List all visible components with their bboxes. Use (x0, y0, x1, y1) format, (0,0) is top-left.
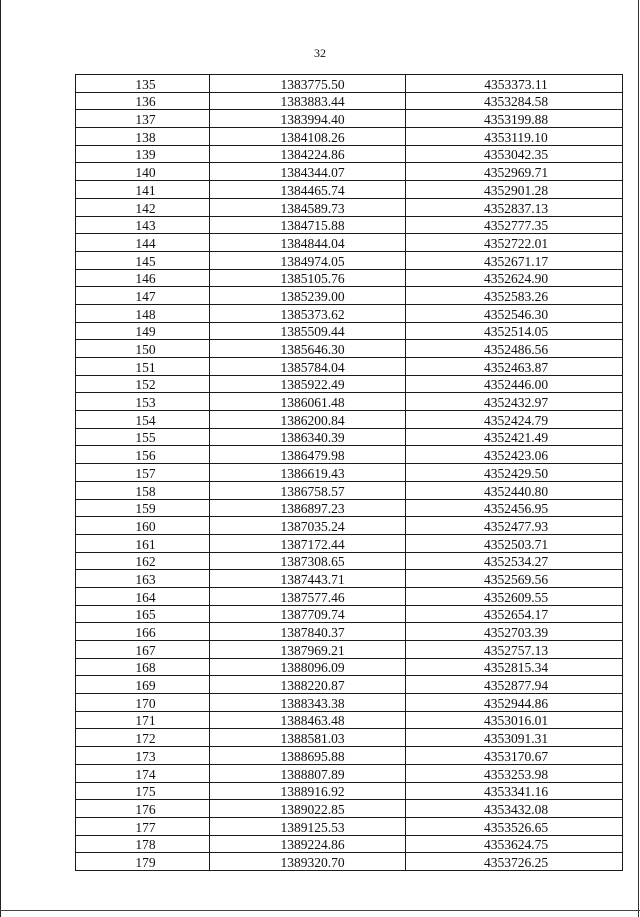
y-coordinate-cell: 4352837.13 (406, 198, 623, 216)
scan-edge-bottom (0, 910, 640, 911)
y-coordinate-cell: 4353284.58 (406, 92, 623, 110)
point-number-cell: 174 (76, 764, 210, 782)
y-coordinate-cell: 4353341.16 (406, 782, 623, 800)
x-coordinate-cell: 1387840.37 (210, 623, 406, 641)
y-coordinate-cell: 4352477.93 (406, 517, 623, 535)
point-number-cell: 161 (76, 534, 210, 552)
table-row (76, 481, 623, 499)
y-coordinate-cell: 4352569.56 (406, 570, 623, 588)
x-coordinate-cell: 1385646.30 (210, 340, 406, 358)
table-row (76, 499, 623, 517)
x-coordinate-cell: 1388463.48 (210, 711, 406, 729)
point-number-cell: 147 (76, 287, 210, 305)
y-coordinate-cell: 4352757.13 (406, 641, 623, 659)
point-number-cell: 148 (76, 304, 210, 322)
x-coordinate-cell: 1388695.88 (210, 747, 406, 765)
point-number-cell: 139 (76, 145, 210, 163)
y-coordinate-cell: 4352440.80 (406, 481, 623, 499)
point-number-cell: 138 (76, 128, 210, 146)
scan-edge-left (0, 0, 1, 917)
point-number-cell: 141 (76, 181, 210, 199)
x-coordinate-cell: 1387035.24 (210, 517, 406, 535)
table-row (76, 216, 623, 234)
x-coordinate-cell: 1386897.23 (210, 499, 406, 517)
table-row (76, 711, 623, 729)
point-number-cell: 176 (76, 800, 210, 818)
x-coordinate-cell: 1386200.84 (210, 411, 406, 429)
x-coordinate-cell: 1386479.98 (210, 446, 406, 464)
y-coordinate-cell: 4353042.35 (406, 145, 623, 163)
point-number-cell: 167 (76, 641, 210, 659)
point-number-cell: 149 (76, 322, 210, 340)
table-row (76, 446, 623, 464)
x-coordinate-cell: 1389224.86 (210, 835, 406, 853)
y-coordinate-cell: 4352421.49 (406, 428, 623, 446)
table-row (76, 517, 623, 535)
table-row (76, 411, 623, 429)
y-coordinate-cell: 4353016.01 (406, 711, 623, 729)
x-coordinate-cell: 1385239.00 (210, 287, 406, 305)
y-coordinate-cell: 4352446.00 (406, 375, 623, 393)
table-row (76, 428, 623, 446)
y-coordinate-cell: 4352654.17 (406, 605, 623, 623)
x-coordinate-cell: 1388916.92 (210, 782, 406, 800)
point-number-cell: 136 (76, 92, 210, 110)
table-row (76, 587, 623, 605)
x-coordinate-cell: 1387443.71 (210, 570, 406, 588)
point-number-cell: 175 (76, 782, 210, 800)
x-coordinate-cell: 1388581.03 (210, 729, 406, 747)
y-coordinate-cell: 4352624.90 (406, 269, 623, 287)
scan-edge-right (638, 0, 639, 917)
y-coordinate-cell: 4352424.79 (406, 411, 623, 429)
x-coordinate-cell: 1385922.49 (210, 375, 406, 393)
point-number-cell: 165 (76, 605, 210, 623)
table-row (76, 198, 623, 216)
point-number-cell: 170 (76, 694, 210, 712)
table-row (76, 163, 623, 181)
table-row (76, 181, 623, 199)
y-coordinate-cell: 4352877.94 (406, 676, 623, 694)
table-row (76, 340, 623, 358)
table-row (76, 358, 623, 376)
table-row (76, 269, 623, 287)
table-row (76, 287, 623, 305)
x-coordinate-cell: 1389320.70 (210, 853, 406, 871)
table-row (76, 641, 623, 659)
y-coordinate-cell: 4353432.08 (406, 800, 623, 818)
point-number-cell: 163 (76, 570, 210, 588)
point-number-cell: 158 (76, 481, 210, 499)
point-number-cell: 173 (76, 747, 210, 765)
table-row (76, 605, 623, 623)
point-number-cell: 164 (76, 587, 210, 605)
point-number-cell: 160 (76, 517, 210, 535)
table-row (76, 676, 623, 694)
x-coordinate-cell: 1384844.04 (210, 234, 406, 252)
point-number-cell: 151 (76, 358, 210, 376)
point-number-cell: 169 (76, 676, 210, 694)
table-row (76, 534, 623, 552)
table-row (76, 92, 623, 110)
y-coordinate-cell: 4352503.71 (406, 534, 623, 552)
x-coordinate-cell: 1389125.53 (210, 817, 406, 835)
y-coordinate-cell: 4353526.65 (406, 817, 623, 835)
y-coordinate-cell: 4352901.28 (406, 181, 623, 199)
y-coordinate-cell: 4352546.30 (406, 304, 623, 322)
point-number-cell: 171 (76, 711, 210, 729)
x-coordinate-cell: 1388096.09 (210, 658, 406, 676)
point-number-cell: 140 (76, 163, 210, 181)
point-number-cell: 135 (76, 75, 210, 93)
point-number-cell: 150 (76, 340, 210, 358)
point-number-cell: 144 (76, 234, 210, 252)
y-coordinate-cell: 4353624.75 (406, 835, 623, 853)
point-number-cell: 166 (76, 623, 210, 641)
x-coordinate-cell: 1386619.43 (210, 464, 406, 482)
x-coordinate-cell: 1388807.89 (210, 764, 406, 782)
y-coordinate-cell: 4352777.35 (406, 216, 623, 234)
point-number-cell: 145 (76, 251, 210, 269)
x-coordinate-cell: 1383883.44 (210, 92, 406, 110)
x-coordinate-cell: 1387172.44 (210, 534, 406, 552)
x-coordinate-cell: 1386061.48 (210, 393, 406, 411)
y-coordinate-cell: 4352969.71 (406, 163, 623, 181)
table-row (76, 128, 623, 146)
y-coordinate-cell: 4352514.05 (406, 322, 623, 340)
y-coordinate-cell: 4352486.56 (406, 340, 623, 358)
table-row (76, 304, 623, 322)
point-number-cell: 142 (76, 198, 210, 216)
coordinates-table (75, 74, 623, 871)
table-row (76, 835, 623, 853)
point-number-cell: 156 (76, 446, 210, 464)
point-number-cell: 143 (76, 216, 210, 234)
y-coordinate-cell: 4352703.39 (406, 623, 623, 641)
point-number-cell: 157 (76, 464, 210, 482)
point-number-cell: 168 (76, 658, 210, 676)
y-coordinate-cell: 4352722.01 (406, 234, 623, 252)
y-coordinate-cell: 4352944.86 (406, 694, 623, 712)
table-row (76, 570, 623, 588)
x-coordinate-cell: 1384108.26 (210, 128, 406, 146)
y-coordinate-cell: 4352671.17 (406, 251, 623, 269)
point-number-cell: 178 (76, 835, 210, 853)
table-row (76, 782, 623, 800)
x-coordinate-cell: 1384224.86 (210, 145, 406, 163)
table-row (76, 322, 623, 340)
y-coordinate-cell: 4352815.34 (406, 658, 623, 676)
table-row (76, 817, 623, 835)
y-coordinate-cell: 4353091.31 (406, 729, 623, 747)
x-coordinate-cell: 1383775.50 (210, 75, 406, 93)
y-coordinate-cell: 4353199.88 (406, 110, 623, 128)
table-row (76, 75, 623, 93)
x-coordinate-cell: 1387969.21 (210, 641, 406, 659)
point-number-cell: 177 (76, 817, 210, 835)
x-coordinate-cell: 1384589.73 (210, 198, 406, 216)
point-number-cell: 154 (76, 411, 210, 429)
table-row (76, 234, 623, 252)
x-coordinate-cell: 1387308.65 (210, 552, 406, 570)
table-row (76, 853, 623, 871)
x-coordinate-cell: 1384344.07 (210, 163, 406, 181)
x-coordinate-cell: 1385373.62 (210, 304, 406, 322)
y-coordinate-cell: 4352463.87 (406, 358, 623, 376)
y-coordinate-cell: 4353170.67 (406, 747, 623, 765)
y-coordinate-cell: 4353119.10 (406, 128, 623, 146)
x-coordinate-cell: 1384715.88 (210, 216, 406, 234)
x-coordinate-cell: 1383994.40 (210, 110, 406, 128)
point-number-cell: 162 (76, 552, 210, 570)
x-coordinate-cell: 1388220.87 (210, 676, 406, 694)
point-number-cell: 172 (76, 729, 210, 747)
point-number-cell: 155 (76, 428, 210, 446)
table-row (76, 694, 623, 712)
x-coordinate-cell: 1387709.74 (210, 605, 406, 623)
x-coordinate-cell: 1385784.04 (210, 358, 406, 376)
point-number-cell: 137 (76, 110, 210, 128)
x-coordinate-cell: 1386758.57 (210, 481, 406, 499)
table-row (76, 747, 623, 765)
point-number-cell: 159 (76, 499, 210, 517)
y-coordinate-cell: 4353253.98 (406, 764, 623, 782)
point-number-cell: 179 (76, 853, 210, 871)
y-coordinate-cell: 4352423.06 (406, 446, 623, 464)
table-row (76, 110, 623, 128)
x-coordinate-cell: 1385509.44 (210, 322, 406, 340)
point-number-cell: 146 (76, 269, 210, 287)
table-row (76, 552, 623, 570)
y-coordinate-cell: 4352456.95 (406, 499, 623, 517)
page-number: 32 (314, 46, 326, 60)
y-coordinate-cell: 4353726.25 (406, 853, 623, 871)
table-row (76, 251, 623, 269)
table-row (76, 464, 623, 482)
x-coordinate-cell: 1384465.74 (210, 181, 406, 199)
y-coordinate-cell: 4352432.97 (406, 393, 623, 411)
x-coordinate-cell: 1388343.38 (210, 694, 406, 712)
table-row (76, 658, 623, 676)
y-coordinate-cell: 4352534.27 (406, 552, 623, 570)
table-row (76, 729, 623, 747)
table-row (76, 393, 623, 411)
point-number-cell: 152 (76, 375, 210, 393)
x-coordinate-cell: 1386340.39 (210, 428, 406, 446)
point-number-cell: 153 (76, 393, 210, 411)
y-coordinate-cell: 4352609.55 (406, 587, 623, 605)
table-row (76, 145, 623, 163)
coordinates-table-body (76, 75, 623, 871)
table-row (76, 800, 623, 818)
x-coordinate-cell: 1385105.76 (210, 269, 406, 287)
x-coordinate-cell: 1384974.05 (210, 251, 406, 269)
y-coordinate-cell: 4352583.26 (406, 287, 623, 305)
table-row (76, 375, 623, 393)
x-coordinate-cell: 1389022.85 (210, 800, 406, 818)
table-row (76, 623, 623, 641)
x-coordinate-cell: 1387577.46 (210, 587, 406, 605)
y-coordinate-cell: 4353373.11 (406, 75, 623, 93)
table-row (76, 764, 623, 782)
y-coordinate-cell: 4352429.50 (406, 464, 623, 482)
